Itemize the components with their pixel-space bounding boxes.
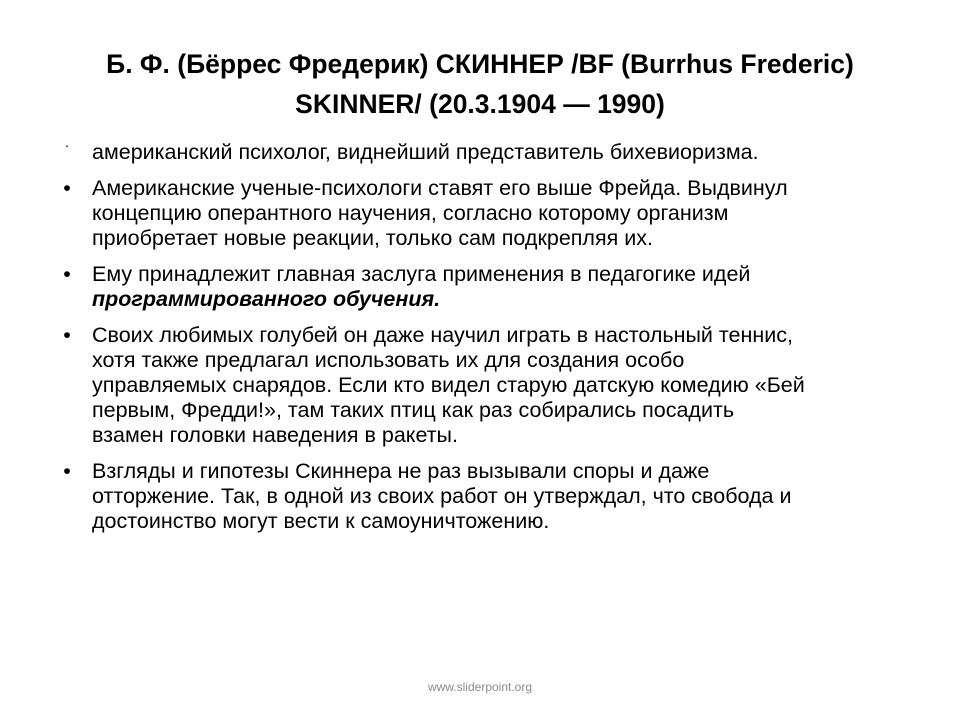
- list-item-line: приобретает новые реакции, только сам подкрепляя их.: [92, 226, 653, 250]
- list-item: [60, 323, 910, 448]
- list-item: [60, 176, 910, 251]
- list-item-line: достоинство могут вести к самоуничтожению.: [92, 509, 550, 533]
- list-item-line: Ему принадлежит главная заслуга применения в педагогике идей: [92, 262, 751, 286]
- bullet-icon: •: [63, 323, 71, 347]
- list-item: [60, 137, 910, 165]
- list-item-line: отторжение. Так, в одной из своих работ он утверждал, что свобода и: [92, 484, 792, 508]
- list-item-line: хотя также предлагал использовать их для создания особо: [92, 348, 685, 372]
- list-item-line: американский психолог, виднейший представитель бихевиоризма.: [92, 140, 759, 164]
- list-item: [60, 459, 910, 534]
- title-line-1: Б. Ф. (Бёррес Фредерик) СКИННЕР /BF (Burrhus Frederic): [106, 49, 854, 79]
- bullet-list: [60, 137, 910, 545]
- bullet-icon: •: [63, 176, 71, 200]
- list-item-line: концепцию оперантного научения, согласно которому организм: [92, 201, 729, 225]
- footer-watermark: www.sliderpoint.org: [427, 680, 533, 694]
- bullet-dot-small: ·: [64, 137, 70, 153]
- title-line-2: SKINNER/ (20.3.1904 — 1990): [295, 89, 665, 119]
- list-item-line: первым, Фредди!», там таких птиц как раз собирались посадить: [92, 398, 735, 422]
- bullet-icon: •: [63, 262, 71, 286]
- list-item-line: Своих любимых голубей он даже научил играть в настольный теннис,: [92, 323, 793, 347]
- list-item-line: управляемых снарядов. Если кто видел старую датскую комедию «Бей: [92, 373, 805, 397]
- list-item-line: Взгляды и гипотезы Скиннера не раз вызывали споры и даже: [92, 459, 710, 483]
- bullet-icon: •: [63, 459, 71, 483]
- emphasis-text: программированного обучения.: [92, 287, 441, 311]
- list-item-line: взамен головки наведения в ракеты.: [92, 423, 458, 447]
- slide-title: [60, 44, 900, 124]
- list-item-line: Американские ученые-психологи ставят его выше Фрейда. Выдвинул: [92, 176, 788, 200]
- list-item: [60, 262, 910, 312]
